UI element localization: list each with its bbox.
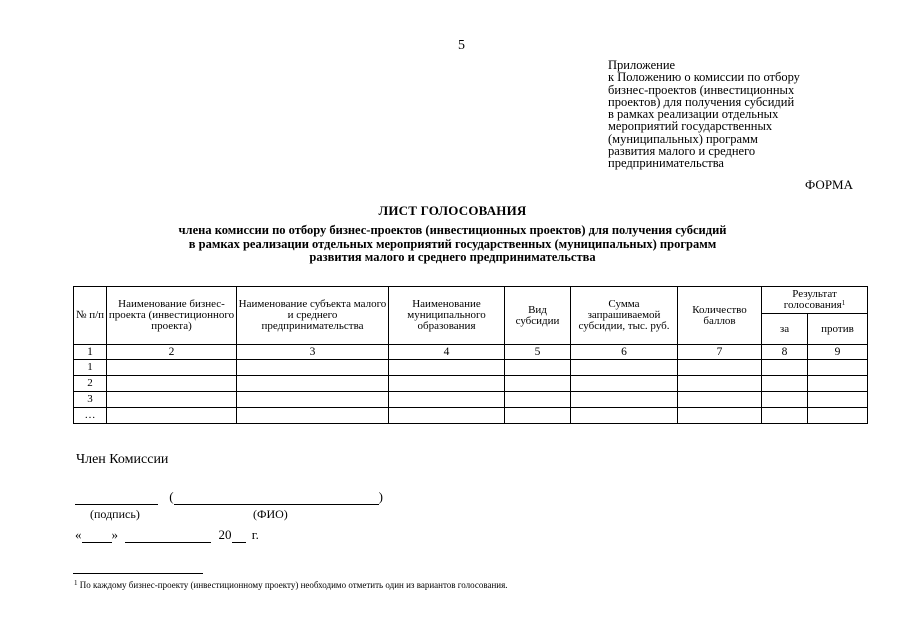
appendix-line: к Положению о комиссии по отбору [608, 70, 800, 85]
column-number: 1 [74, 345, 107, 360]
table-cell[interactable] [571, 408, 678, 424]
table-cell[interactable] [505, 392, 571, 408]
header-amount: Сумма запрашиваемой субсидии, тыс. руб. [571, 287, 678, 345]
subtitle-line: члена комиссии по отбору бизнес-проектов (инвестиционных проектов) для получения субсидий [178, 223, 727, 237]
year-suffix: г. [251, 527, 259, 542]
table-cell[interactable] [389, 392, 505, 408]
name-blank[interactable] [174, 492, 379, 505]
table-cell[interactable] [237, 392, 389, 408]
appendix-line: (муниципальных) программ [608, 131, 758, 146]
table-cell[interactable] [107, 360, 237, 376]
table-cell[interactable] [505, 376, 571, 392]
close-quote: » [111, 527, 118, 542]
page-number: 5 [458, 38, 465, 53]
appendix-line: предпринимательства [608, 156, 724, 171]
appendix-line: Приложение [608, 58, 676, 72]
table-cell[interactable] [237, 360, 389, 376]
row-number: … [74, 408, 107, 424]
footnote [74, 580, 508, 590]
appendix-line: мероприятий государственных [608, 119, 773, 134]
table-cell[interactable] [678, 360, 762, 376]
appendix-line: проектов) для получения субсидий [608, 94, 795, 109]
header-num: № п/п [74, 287, 107, 345]
subtitle-line: в рамках реализации отдельных мероприятий государственных (муниципальных) программ [188, 236, 717, 251]
header-project: Наименование бизнес-проекта (инвестиционного проекта) [107, 287, 237, 345]
row-number: 2 [74, 376, 107, 392]
table-cell[interactable] [107, 392, 237, 408]
table-cell[interactable] [762, 392, 808, 408]
row-number: 3 [74, 392, 107, 408]
table-cell[interactable] [571, 360, 678, 376]
column-number-row [74, 345, 868, 360]
table-row [74, 408, 868, 424]
column-number: 9 [808, 345, 868, 360]
table-row [74, 392, 868, 408]
footnote-mark: 1 [74, 579, 78, 587]
signature-line [75, 489, 383, 505]
table-cell[interactable] [678, 392, 762, 408]
header-subject: Наименование субъекта малого и среднего предпринимательства [237, 287, 389, 345]
document-subtitle [0, 224, 905, 265]
header-points: Количество баллов [678, 287, 762, 345]
row-number: 1 [74, 360, 107, 376]
table-cell[interactable] [808, 360, 868, 376]
column-number: 6 [571, 345, 678, 360]
voting-table [73, 286, 868, 424]
table-cell[interactable] [762, 376, 808, 392]
header-result [762, 287, 868, 314]
footnote-mark: 1 [841, 299, 846, 307]
document-title: ЛИСТ ГОЛОСОВАНИЯ [378, 203, 527, 218]
header-municipality: Наименование муниципального образования [389, 287, 505, 345]
table-row [74, 360, 868, 376]
footnote-divider [73, 573, 203, 574]
table-cell[interactable] [571, 392, 678, 408]
appendix-line: развития малого и среднего [608, 144, 756, 159]
appendix-line: в рамках реализации отдельных [608, 107, 779, 122]
table-cell[interactable] [107, 376, 237, 392]
month-blank[interactable] [125, 530, 211, 543]
header-result-label: Результат голосования [783, 288, 842, 311]
appendix-line: бизнес-проектов (инвестиционных [608, 82, 795, 97]
table-row [74, 376, 868, 392]
table-cell[interactable] [389, 376, 505, 392]
column-number: 8 [762, 345, 808, 360]
table-cell[interactable] [571, 376, 678, 392]
table-cell[interactable] [389, 408, 505, 424]
column-number: 5 [505, 345, 571, 360]
open-quote: « [75, 527, 82, 542]
footnote-text: По каждому бизнес-проекту (инвестиционному проекту) необходимо отметить один из вариантов голосования. [79, 580, 508, 590]
table-cell[interactable] [678, 376, 762, 392]
table-cell[interactable] [505, 408, 571, 424]
column-number: 2 [107, 345, 237, 360]
column-number: 4 [389, 345, 505, 360]
table-cell[interactable] [505, 360, 571, 376]
table-cell[interactable] [762, 408, 808, 424]
subtitle-line: развития малого и среднего предпринимательства [309, 250, 596, 264]
table-cell[interactable] [762, 360, 808, 376]
table-cell[interactable] [389, 360, 505, 376]
table-cell[interactable] [237, 376, 389, 392]
header-subsidy-type: Вид субсидии [505, 287, 571, 345]
column-number: 3 [237, 345, 389, 360]
name-caption: (ФИО) [253, 507, 288, 521]
table-cell[interactable] [107, 408, 237, 424]
day-blank[interactable] [82, 530, 112, 543]
date-line [75, 527, 259, 543]
year-prefix: 20 [218, 527, 232, 542]
table-cell[interactable] [678, 408, 762, 424]
signature-blank[interactable] [75, 492, 158, 505]
table-cell[interactable] [808, 408, 868, 424]
table-cell[interactable] [237, 408, 389, 424]
table-cell[interactable] [808, 376, 868, 392]
column-number: 7 [678, 345, 762, 360]
signature-caption: (подпись) [90, 507, 140, 521]
form-label: ФОРМА [805, 177, 853, 192]
open-paren: ( [169, 489, 174, 504]
header-against: против [808, 314, 868, 345]
member-label: Член Комиссии [76, 452, 169, 467]
header-for: за [762, 314, 808, 345]
appendix-note [608, 59, 868, 170]
year-blank[interactable] [232, 530, 246, 543]
table-cell[interactable] [808, 392, 868, 408]
close-paren: ) [378, 489, 383, 504]
